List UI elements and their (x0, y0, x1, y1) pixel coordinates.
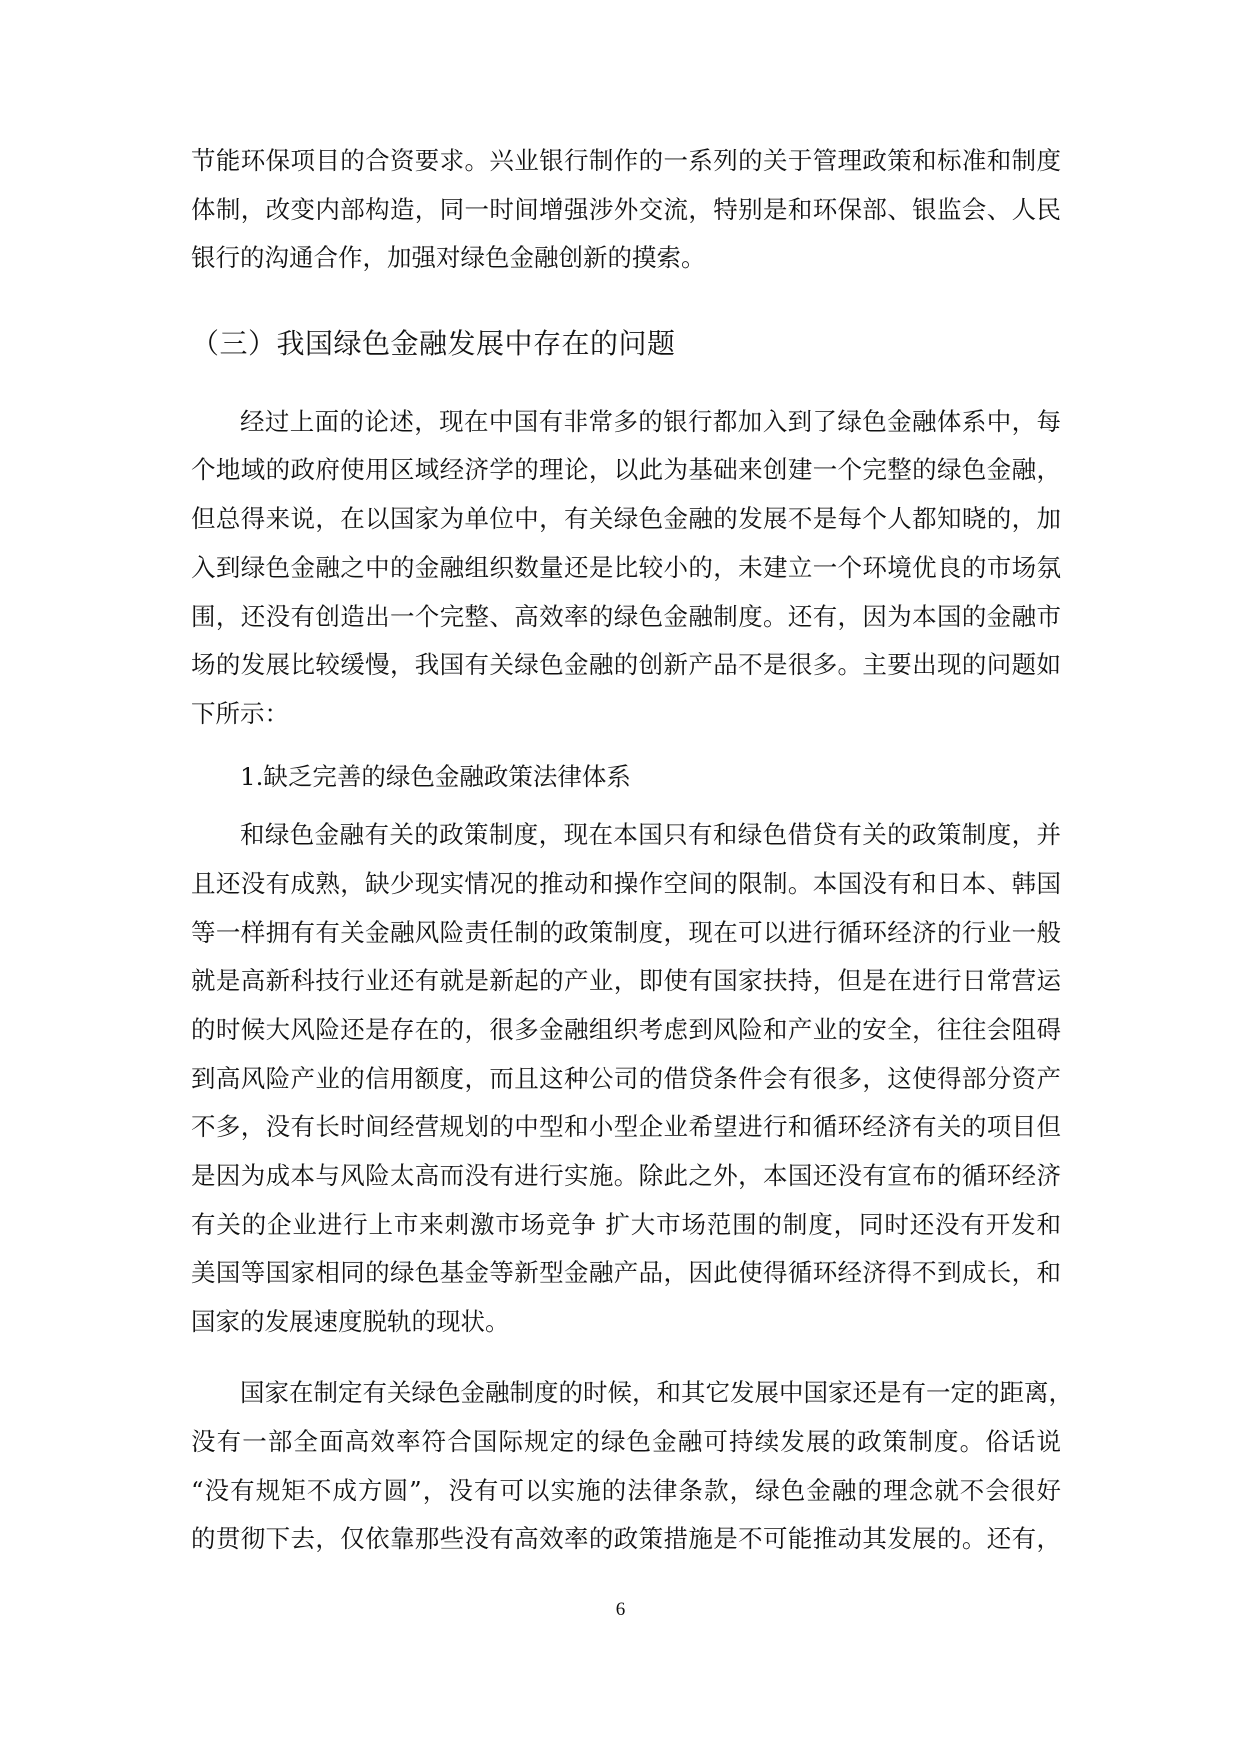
body-text-line: 银行的沟通合作，加强对绿色金融创新的摸索。 (191, 243, 706, 272)
body-text-line: 且还没有成熟，缺少现实情况的推动和操作空间的限制。本国没有和日本、韩国 (191, 869, 1061, 898)
body-text-line: 美国等国家相同的绿色基金等新型金融产品，因此使得循环经济得不到成长，和 (191, 1258, 1061, 1287)
page-number: 6 (615, 1599, 626, 1620)
body-text-line: 的时候大风险还是存在的，很多金融组织考虑到风险和产业的安全，往往会阻碍 (191, 1015, 1061, 1044)
body-text-line: 等一样拥有有关金融风险责任制的政策制度，现在可以进行循环经济的行业一般 (191, 918, 1061, 947)
body-text-line: 入到绿色金融之中的金融组织数量还是比较小的，未建立一个环境优良的市场氛 (191, 553, 1061, 582)
body-text-line: 节能环保项目的合资要求。兴业银行制作的一系列的关于管理政策和标准和制度 (191, 146, 1061, 175)
body-text-line: 体制，改变内部构造，同一时间增强涉外交流，特别是和环保部、银监会、人民 (191, 195, 1061, 224)
body-text-line: 到高风险产业的信用额度，而且这种公司的借贷条件会有很多，这使得部分资产 (191, 1064, 1061, 1093)
body-text-line: 就是高新科技行业还有就是新起的产业，即使有国家扶持，但是在进行日常营运 (191, 966, 1061, 995)
body-text-line: 不多，没有长时间经营规划的中型和小型企业希望进行和循环经济有关的项目但 (191, 1112, 1061, 1141)
body-text-line: 是因为成本与风险太高而没有进行实施。除此之外，本国还没有宣布的循环经济 (191, 1161, 1061, 1190)
body-text-line: 下所示： (191, 699, 289, 728)
body-text-line: “没有规矩不成方圆”，没有可以实施的法律条款，绿色金融的理念就不会很好 (191, 1476, 1061, 1505)
body-text-line: 和绿色金融有关的政策制度，现在本国只有和绿色借贷有关的政策制度，并 (240, 820, 1061, 849)
body-text-line: 围，还没有创造出一个完整、高效率的绿色金融制度。还有，因为本国的金融市 (191, 602, 1061, 631)
body-text-line: 场的发展比较缓慢，我国有关绿色金融的创新产品不是很多。主要出现的问题如 (191, 650, 1061, 679)
body-text-line: 但总得来说，在以国家为单位中，有关绿色金融的发展不是每个人都知晓的，加 (191, 504, 1061, 533)
section-heading: （三）我国绿色金融发展中存在的问题 (191, 327, 676, 360)
body-text-line: 经过上面的论述，现在中国有非常多的银行都加入到了绿色金融体系中，每 (240, 407, 1061, 436)
body-text-line: 没有一部全面高效率符合国际规定的绿色金融可持续发展的政策制度。俗话说 (191, 1427, 1061, 1456)
body-text-line: 有关的企业进行上市来刺激市场竞争 扩大市场范围的制度，同时还没有开发和 (191, 1210, 1061, 1239)
body-text-line: 的贯彻下去，仅依靠那些没有高效率的政策措施是不可能推动其发展的。还有， (191, 1524, 1061, 1553)
body-text-line: 个地域的政府使用区域经济学的理论，以此为基础来创建一个完整的绿色金融， (191, 455, 1061, 484)
body-text-line: 国家的发展速度脱轨的现状。 (191, 1307, 510, 1336)
subsection-heading: 1.缺乏完善的绿色金融政策法律体系 (240, 762, 631, 791)
body-text-line: 国家在制定有关绿色金融制度的时候，和其它发展中国家还是有一定的距离， (240, 1378, 1073, 1407)
